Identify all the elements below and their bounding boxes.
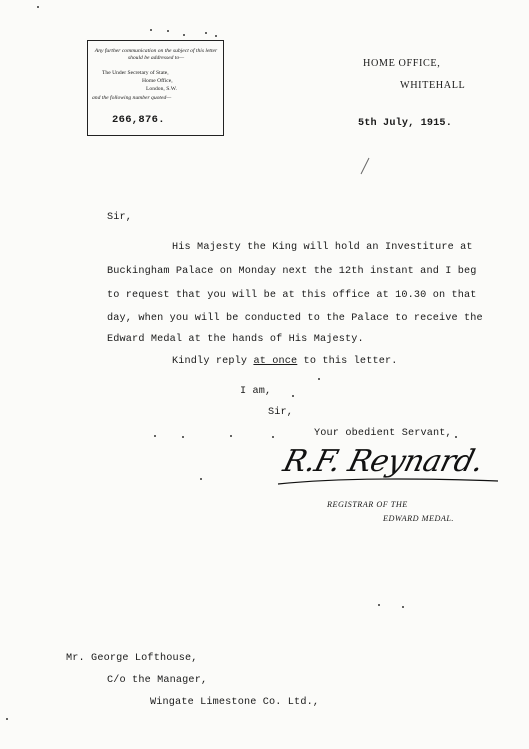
speck xyxy=(318,378,320,380)
signature-flourish xyxy=(276,476,501,490)
letterhead-office: HOME OFFICE, xyxy=(363,58,441,69)
speck xyxy=(182,436,184,438)
speck xyxy=(292,395,294,397)
body-line: Buckingham Palace on Monday next the 12th instant and I beg xyxy=(107,266,477,277)
speck xyxy=(215,35,217,37)
reference-box xyxy=(87,40,224,136)
reference-quote-instruction: and the following number quoted— xyxy=(92,95,172,101)
reply-text: Kindly reply xyxy=(172,356,254,367)
body-line: day, when you will be conducted to the Palace to receive the xyxy=(107,313,483,324)
speck xyxy=(154,435,156,437)
recipient-name: Mr. George Lofthouse, xyxy=(66,653,198,664)
speck xyxy=(167,30,169,32)
speck xyxy=(183,34,185,36)
signature xyxy=(276,444,506,496)
reply-text: to this letter. xyxy=(297,356,398,367)
speck xyxy=(200,478,202,480)
body-line: Edward Medal at the hands of His Majesty. xyxy=(107,334,364,345)
reference-addressee: The Under Secretary of State, xyxy=(102,70,169,76)
signatory-title: EDWARD MEDAL. xyxy=(383,514,454,523)
signature-name: R.F. Reynard. xyxy=(279,444,487,479)
speck xyxy=(272,436,274,438)
salutation: Sir, xyxy=(107,212,133,223)
body-line: His Majesty the King will hold an Investiture at xyxy=(172,242,473,253)
signatory-title: REGISTRAR OF THE xyxy=(327,500,408,509)
body-line: to request that you will be at this office at 10.30 on that xyxy=(107,290,477,301)
closing-line: Sir, xyxy=(268,407,294,418)
closing-line: I am, xyxy=(240,386,272,397)
reference-number: 266,876. xyxy=(112,114,165,126)
reference-city: London, S.W. xyxy=(146,86,177,92)
closing-line: Your obedient Servant, xyxy=(314,428,452,439)
speck xyxy=(205,32,207,34)
speck xyxy=(402,606,404,608)
letterhead-location: WHITEHALL xyxy=(400,80,466,91)
recipient-care-of: C/o the Manager, xyxy=(107,675,208,686)
reference-office: Home Office, xyxy=(142,78,173,84)
reply-request xyxy=(172,356,398,367)
speck xyxy=(230,435,232,437)
speck xyxy=(378,604,380,606)
reply-emphasis: at once xyxy=(253,356,298,367)
pencil-mark xyxy=(358,156,372,176)
speck xyxy=(150,29,152,31)
reference-instructions: Any further communication on the subject of this letter should be addressed to— xyxy=(94,48,218,61)
speck xyxy=(455,436,457,438)
recipient-company: Wingate Limestone Co. Ltd., xyxy=(150,697,320,708)
letter-date: 5th July, 1915. xyxy=(358,118,452,129)
speck xyxy=(37,6,39,8)
speck xyxy=(6,718,8,720)
